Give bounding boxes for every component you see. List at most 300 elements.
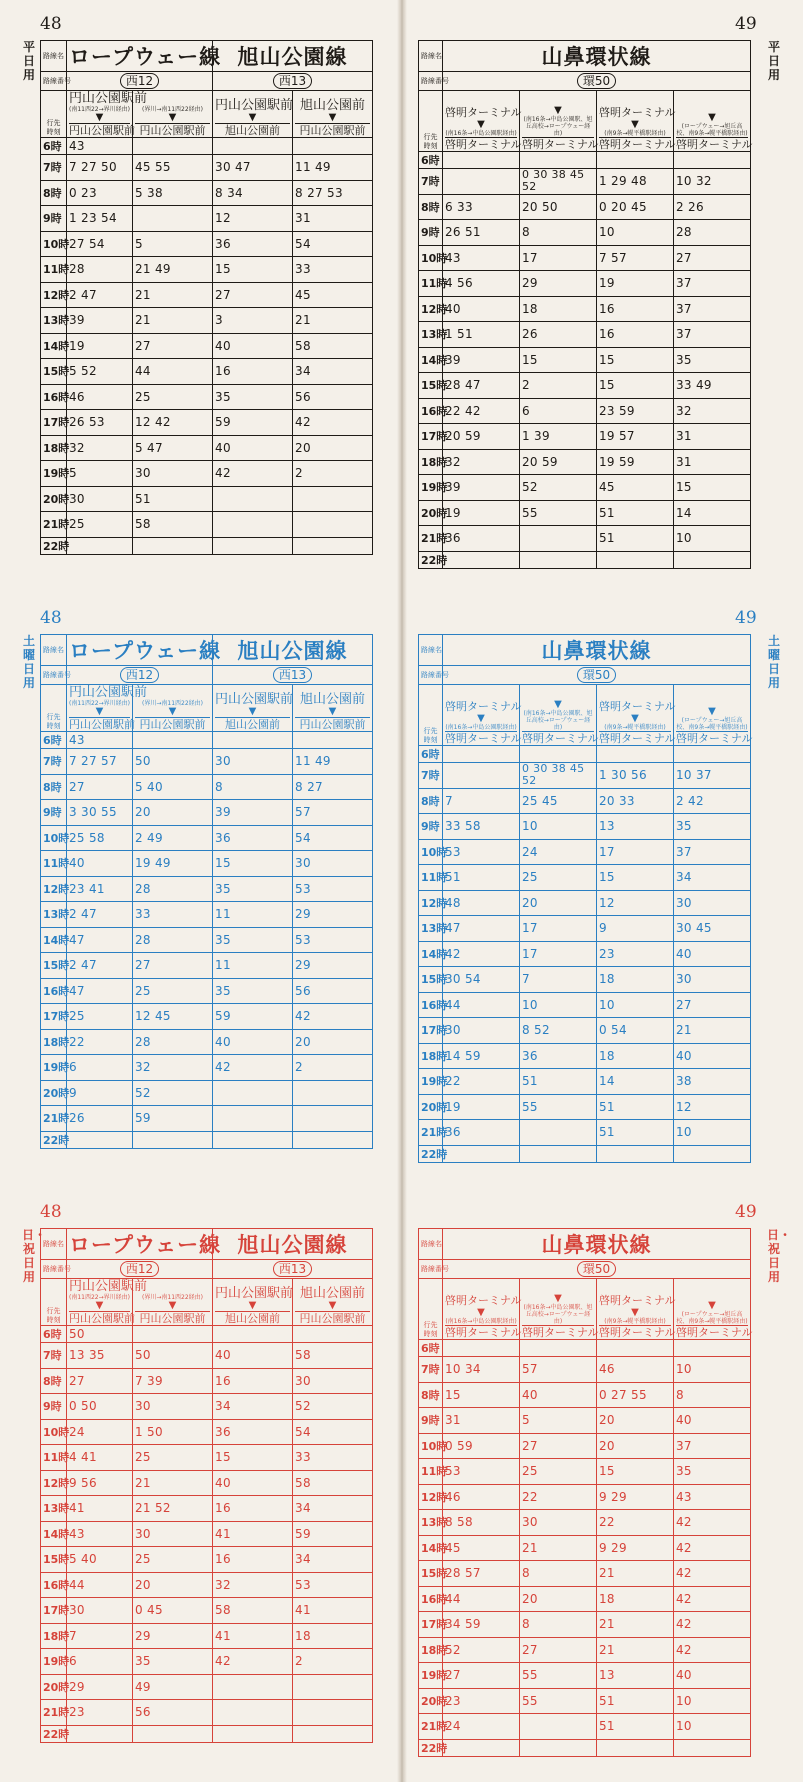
terminal-name: 啓明ターミナル [599,1326,676,1339]
minutes-cell: 59 [133,1106,213,1132]
minutes-cell: 42 [213,1649,293,1675]
destination-header [443,685,520,746]
dest-label: 行先 [46,713,61,721]
down-arrow-icon: ▼ [631,713,639,724]
minutes-cell: 56 [293,978,373,1004]
minutes-cell: 45 [443,1535,520,1561]
minutes-cell [597,152,674,169]
table-row [41,359,373,385]
hour-cell: 8時 [419,194,443,220]
minutes-cell: 6 [520,398,597,424]
minutes-cell: 21 49 [133,257,213,283]
minutes-cell: 50 [133,749,213,775]
hour-cell: 15時 [419,1561,443,1587]
table-row [41,410,373,436]
minutes-cell: 35 [674,347,751,373]
table-row [419,916,751,942]
minutes-cell: 10 [520,814,597,840]
minutes-cell: 36 [213,1419,293,1445]
table-row [41,1080,373,1106]
timetable-left [40,1228,373,1743]
minutes-cell: 8 34 [213,180,293,206]
route-badge: 西13 [273,1261,312,1277]
route-number-cell [213,666,373,685]
timetable-right [418,634,751,1163]
minutes-cell: 2 [293,1055,373,1081]
minutes-cell: 8 [213,774,293,800]
hour-cell: 7時 [41,155,67,181]
minutes-cell: 50 [133,1343,213,1369]
destination-name: 啓明ターミナル [445,1294,522,1307]
minutes-cell: 36 [213,231,293,257]
destination-header [674,685,751,746]
minutes-cell: 32 [67,435,133,461]
minutes-cell: 52 [443,1637,520,1663]
minutes-cell: 37 [674,271,751,297]
destination-header [67,1279,148,1326]
table-row [419,322,751,348]
route-number-header: 路線番号 [419,666,443,685]
table-row [419,220,751,246]
table-row [41,876,373,902]
dest-hour-header [41,1279,67,1326]
minutes-cell [133,1725,213,1742]
minutes-cell: 16 [213,1368,293,1394]
table-row [41,1623,373,1649]
minutes-cell: 2 49 [133,825,213,851]
minutes-cell: 1 39 [520,424,597,450]
table-row [41,180,373,206]
table-row [419,245,751,271]
down-arrow-icon: ▼ [328,112,337,123]
line-title: 旭山公園線 [213,41,373,72]
minutes-cell: 42 [674,1510,751,1536]
minutes-cell: 51 [597,1714,674,1740]
minutes-cell: 7 [443,788,520,814]
destination-name: 啓明ターミナル [599,1294,676,1307]
minutes-cell: 10 [597,220,674,246]
minutes-cell: 58 [293,333,373,359]
minutes-cell: 33 [133,902,213,928]
table-row [419,1739,751,1756]
minutes-cell: 40 [213,1343,293,1369]
minutes-cell [674,551,751,568]
route-number-cell [67,72,213,91]
minutes-cell: 22 [443,1069,520,1095]
minutes-cell [213,138,293,155]
table-row [41,1496,373,1522]
minutes-cell [520,1340,597,1357]
down-arrow-icon: ▼ [708,706,716,717]
minutes-cell: 8 [674,1382,751,1408]
minutes-cell: 19 [597,271,674,297]
minutes-cell: 4 41 [67,1445,133,1471]
hour-cell: 20時 [419,1688,443,1714]
minutes-cell: 58 [213,1598,293,1624]
minutes-cell: 25 [67,1004,133,1030]
minutes-cell: 28 47 [443,373,520,399]
minutes-cell: 15 [520,347,597,373]
route-badge: 環50 [577,73,616,89]
minutes-cell [213,1106,293,1132]
hour-cell: 12時 [419,890,443,916]
table-row [41,1131,373,1148]
minutes-cell: 0 20 45 [597,194,674,220]
minutes-cell: 37 [674,296,751,322]
minutes-cell: 42 [293,410,373,436]
table-row [41,902,373,928]
timetable-left [40,634,373,1149]
minutes-cell: 39 [67,308,133,334]
minutes-cell: 27 [67,1368,133,1394]
destination-name: 啓明ターミナル [445,700,522,713]
minutes-cell [597,551,674,568]
table-row [419,788,751,814]
minutes-cell: 27 [133,953,213,979]
destination-name: 啓明ターミナル [599,106,676,119]
minutes-cell: 51 [597,500,674,526]
hour-cell: 7時 [41,1343,67,1369]
minutes-cell [67,1725,133,1742]
via-note: (ロープウェー→旭丘高校、南9条→幌平橋駅経由) [676,717,748,731]
schedule-type-label: 土曜日用 [22,634,35,690]
table-row [41,1029,373,1055]
table-row [41,1326,373,1343]
minutes-cell: 47 [67,927,133,953]
minutes-cell: 9 29 [597,1484,674,1510]
page-number-left: 48 [40,1202,62,1222]
table-row [41,461,373,487]
schedule-type-label: 平日用 [767,40,780,82]
minutes-cell: 8 27 53 [293,180,373,206]
minutes-cell: 29 [67,1674,133,1700]
via-note: (南11西22→界川経由) [69,106,130,113]
minutes-cell: 23 59 [597,398,674,424]
hour-cell: 18時 [419,1043,443,1069]
minutes-cell: 54 [293,825,373,851]
hour-cell: 8時 [41,1368,67,1394]
hour-cell: 18時 [419,449,443,475]
terminal-name: 啓明ターミナル [599,138,676,151]
book-gutter [397,594,407,1188]
minutes-cell: 17 [597,839,674,865]
minutes-cell: 30 45 [674,916,751,942]
route-number-cell [443,1260,751,1279]
table-row [41,155,373,181]
dest-hour-header [419,91,443,152]
minutes-cell: 6 [67,1649,133,1675]
minutes-cell: 44 [443,992,520,1018]
minutes-cell: 30 54 [443,967,520,993]
minutes-cell: 43 [67,1521,133,1547]
minutes-cell: 25 [133,1445,213,1471]
minutes-cell: 27 54 [67,231,133,257]
minutes-cell: 51 [597,1094,674,1120]
dest-hour-header [41,91,67,138]
table-row [41,953,373,979]
hour-cell: 21時 [41,512,67,538]
terminal-name: 啓明ターミナル [676,732,753,745]
minutes-cell: 30 [293,1368,373,1394]
minutes-cell: 19 49 [133,851,213,877]
table-row [419,1688,751,1714]
minutes-cell: 40 [674,1663,751,1689]
minutes-cell: 12 [597,890,674,916]
table-row [419,1433,751,1459]
minutes-cell: 43 [674,1484,751,1510]
table-row [41,749,373,775]
minutes-cell: 0 23 [67,180,133,206]
destination-header [67,91,148,138]
minutes-cell: 33 58 [443,814,520,840]
destination-name: 円山公園駅前 [215,1286,294,1301]
table-row [419,271,751,297]
minutes-cell: 10 32 [674,169,751,195]
down-arrow-icon: ▼ [248,112,257,123]
minutes-cell: 20 59 [443,424,520,450]
hour-cell: 7時 [419,763,443,789]
hour-cell: 16時 [41,1572,67,1598]
minutes-cell [293,138,373,155]
minutes-cell: 20 33 [597,788,674,814]
minutes-cell [133,537,213,554]
minutes-cell: 9 [67,1080,133,1106]
destination-header [67,685,148,732]
minutes-cell: 2 [293,461,373,487]
minutes-cell: 20 [597,1408,674,1434]
minutes-cell [293,1131,373,1148]
minutes-cell: 47 [67,978,133,1004]
table-row [41,978,373,1004]
minutes-cell: 36 [213,825,293,851]
minutes-cell: 51 [443,865,520,891]
minutes-cell: 20 [133,1572,213,1598]
hour-cell: 19時 [41,1055,67,1081]
down-arrow-icon: ▼ [631,119,639,130]
minutes-cell: 29 [520,271,597,297]
destination-name: 円山公園駅前 [69,685,148,700]
minutes-cell: 59 [213,1004,293,1030]
table-row [419,1535,751,1561]
minutes-cell: 29 [293,953,373,979]
minutes-cell: 30 [520,1510,597,1536]
down-arrow-icon: ▼ [708,112,716,123]
table-row [41,1725,373,1742]
table-row [41,1394,373,1420]
minutes-cell [520,1739,597,1756]
hour-cell: 6時 [41,1326,67,1343]
minutes-cell: 42 [674,1637,751,1663]
minutes-cell: 0 30 38 45 52 [520,169,597,195]
minutes-cell: 12 42 [133,410,213,436]
hour-cell: 15時 [419,373,443,399]
minutes-cell: 2 42 [674,788,751,814]
minutes-cell [133,1326,213,1343]
minutes-cell: 40 [674,941,751,967]
minutes-cell: 42 [213,1055,293,1081]
hour-cell: 8時 [41,180,67,206]
minutes-cell: 51 [597,526,674,552]
table-row [419,398,751,424]
hour-cell: 14時 [41,333,67,359]
minutes-cell: 30 [443,1018,520,1044]
minutes-cell: 39 [213,800,293,826]
down-arrow-icon: ▼ [328,1300,337,1311]
minutes-cell: 18 [597,967,674,993]
via-note: (南11西22→界川経由) [69,700,130,707]
table-row [419,169,751,195]
down-arrow-icon: ▼ [168,112,177,123]
minutes-cell: 40 [674,1408,751,1434]
hour-cell: 13時 [41,1496,67,1522]
minutes-cell: 14 [674,500,751,526]
minutes-cell [443,1739,520,1756]
minutes-cell: 31 [293,206,373,232]
minutes-cell: 10 [597,992,674,1018]
table-row [41,1419,373,1445]
table-row [41,435,373,461]
minutes-cell [213,732,293,749]
table-row [419,1484,751,1510]
minutes-cell [293,1326,373,1343]
minutes-cell: 2 47 [67,902,133,928]
minutes-cell: 45 [293,282,373,308]
minutes-cell: 21 [293,308,373,334]
minutes-cell [293,1725,373,1742]
minutes-cell: 18 [520,296,597,322]
minutes-cell: 42 [443,941,520,967]
minutes-cell: 22 [67,1029,133,1055]
destination-header [520,91,597,152]
table-row [41,231,373,257]
minutes-cell: 30 [67,486,133,512]
table-row [41,1547,373,1573]
table-row [41,282,373,308]
hour-cell: 11時 [419,1459,443,1485]
hour-cell: 6時 [41,732,67,749]
route-badge: 西12 [120,667,159,683]
table-row [419,1408,751,1434]
down-arrow-icon: ▼ [168,1300,177,1311]
minutes-cell: 52 [293,1394,373,1420]
minutes-cell [213,1080,293,1106]
minutes-cell: 41 [293,1598,373,1624]
route-number-header: 路線番号 [41,1260,67,1279]
line-title: ロープウェー線 [67,1229,213,1260]
table-row [419,449,751,475]
minutes-cell: 2 [520,373,597,399]
minutes-cell: 17 [520,245,597,271]
down-arrow-icon: ▼ [631,1307,639,1318]
destination-header [520,1279,597,1340]
terminal-name: 啓明ターミナル [445,732,522,745]
minutes-cell: 8 [520,1561,597,1587]
hour-cell: 17時 [41,410,67,436]
minutes-cell: 26 [67,1106,133,1132]
hour-cell: 20時 [41,1080,67,1106]
down-arrow-icon: ▼ [554,699,562,710]
table-row [41,138,373,155]
hour-cell: 21時 [41,1106,67,1132]
table-row [419,839,751,865]
hour-cell: 9時 [419,1408,443,1434]
minutes-cell: 20 [597,1433,674,1459]
minutes-cell: 25 45 [520,788,597,814]
minutes-cell: 45 55 [133,155,213,181]
minutes-cell: 20 [133,800,213,826]
terminal-name: 円山公園駅前 [295,123,370,137]
destination-name: 旭山公園前 [300,1286,366,1301]
minutes-cell: 33 [293,1445,373,1471]
table-row [41,486,373,512]
minutes-cell: 36 [443,1120,520,1146]
minutes-cell: 26 51 [443,220,520,246]
destination-header [293,1279,373,1326]
hour-cell: 13時 [419,916,443,942]
minutes-cell: 30 [133,461,213,487]
hour-cell: 22時 [419,1145,443,1162]
hour-cell: 12時 [41,282,67,308]
minutes-cell: 23 [597,941,674,967]
page-number-left: 48 [40,608,62,628]
minutes-cell: 43 [443,245,520,271]
schedule-type-label: 土曜日用 [767,634,780,690]
table-row [41,1004,373,1030]
minutes-cell: 27 [674,245,751,271]
minutes-cell: 24 [443,1714,520,1740]
terminal-name: 啓明ターミナル [599,732,676,745]
line-title: 山鼻環状線 [443,41,751,72]
minutes-cell [597,1739,674,1756]
minutes-cell: 46 [443,1484,520,1510]
minutes-cell: 25 [133,978,213,1004]
minutes-cell [213,537,293,554]
minutes-cell: 53 [293,1572,373,1598]
minutes-cell: 15 [597,373,674,399]
minutes-cell: 29 [293,902,373,928]
dest-label: 行先 [46,119,61,127]
minutes-cell: 28 [133,876,213,902]
hour-cell: 16時 [419,992,443,1018]
dest-label: 行先 [423,727,438,735]
hour-cell: 14時 [41,1521,67,1547]
via-note: (ロープウェー→旭丘高校、南9条→幌平橋駅経由) [676,123,748,137]
minutes-cell: 27 [67,774,133,800]
minutes-cell: 44 [133,359,213,385]
down-arrow-icon: ▼ [248,1300,257,1311]
minutes-cell: 15 [674,475,751,501]
minutes-cell [597,1145,674,1162]
down-arrow-icon: ▼ [554,1293,562,1304]
minutes-cell: 17 [520,916,597,942]
table-row [419,1510,751,1536]
terminal-name: 円山公園駅前 [295,717,370,731]
terminal-name: 啓明ターミナル [522,732,599,745]
minutes-cell: 15 [597,1459,674,1485]
hour-cell: 7時 [419,1357,443,1383]
hour-cell: 20時 [419,1094,443,1120]
minutes-cell [520,152,597,169]
hour-cell: 16時 [419,398,443,424]
minutes-cell [293,1106,373,1132]
minutes-cell [597,1340,674,1357]
hour-cell: 6時 [419,746,443,763]
minutes-cell: 25 [520,865,597,891]
hour-cell: 15時 [41,359,67,385]
hour-cell: 16時 [41,384,67,410]
hour-cell: 22時 [41,537,67,554]
table-row [41,333,373,359]
